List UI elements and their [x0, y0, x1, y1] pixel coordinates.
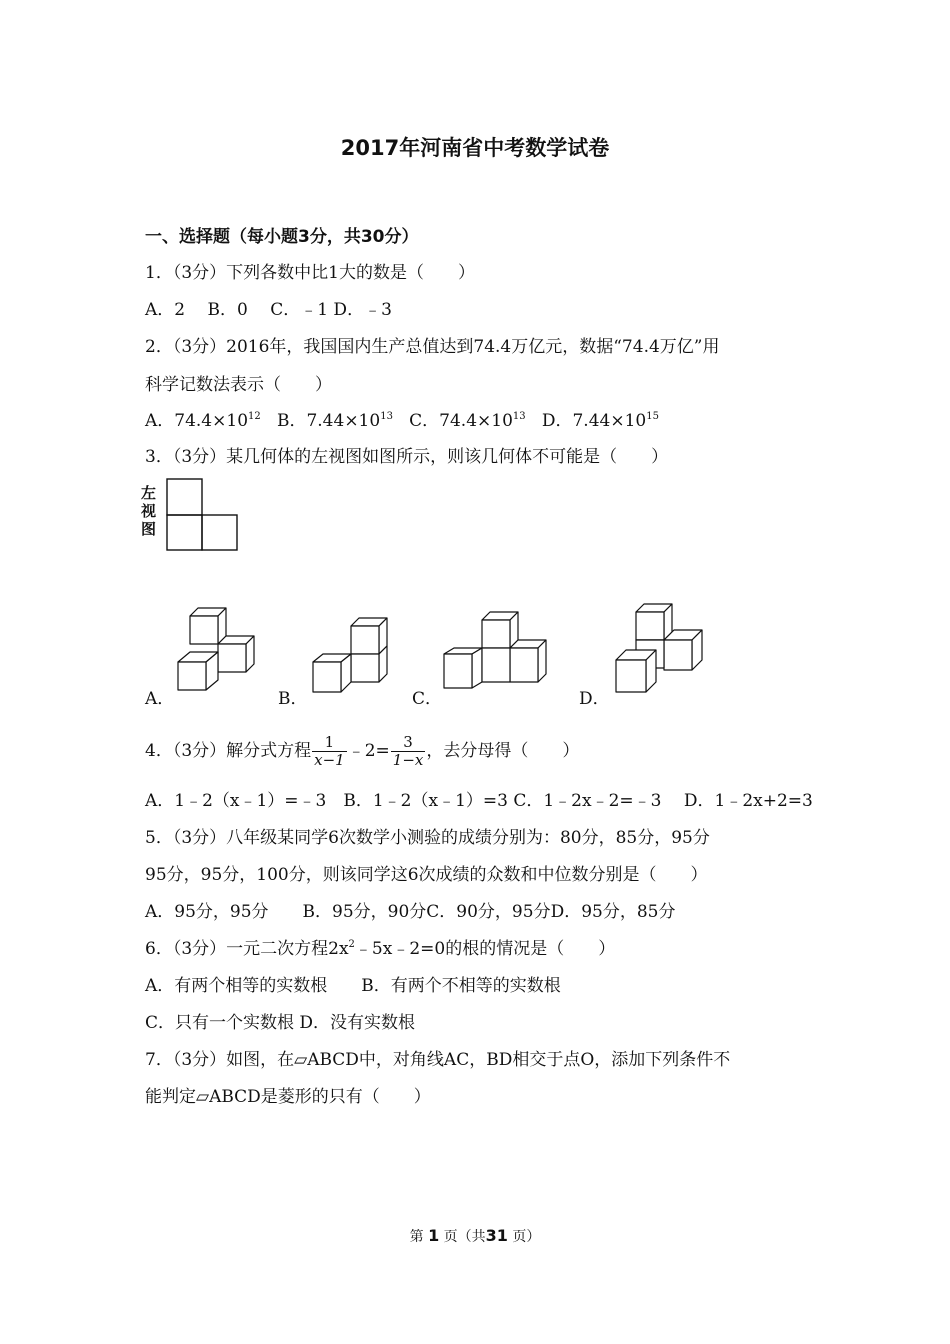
left-view-diagram [160, 476, 242, 554]
q4-prefix: 4．（3分）解分式方程 [145, 741, 312, 761]
q3-stem: 3．（3分）某几何体的左视图如图所示，则该几何体不可能是（ ） [145, 447, 669, 467]
q7-stem-line1: 7．（3分）如图，在▱ABCD中，对角线AC，BD相交于点O，添加下列条件不 [145, 1050, 731, 1070]
footer-suffix: 页） [512, 1229, 541, 1245]
q2-options [145, 410, 659, 432]
q6-options-line2: C．只有一个实数根 D．没有实数根 [145, 1013, 416, 1033]
figure-option-a [170, 600, 270, 700]
q7-stem-line2: 能判定▱ABCD是菱形的只有（ ） [145, 1087, 431, 1107]
frac2-numerator: 3 [403, 733, 413, 751]
q4-stem [145, 732, 579, 770]
q2-exp-a: 12 [248, 411, 261, 422]
frac1-denominator: x−1 [314, 751, 345, 769]
q1-stem: 1．（3分）下列各数中比1大的数是（ ） [145, 263, 475, 283]
page-footer [0, 1226, 950, 1246]
q4-options: A．1﹣2（x﹣1）=﹣3 B．1﹣2（x﹣1）=3 C．1﹣2x﹣2=﹣3 D．1﹣2x+2=3 [145, 791, 813, 811]
footer-prefix: 第 [409, 1229, 424, 1245]
q6-exponent: 2 [348, 939, 355, 950]
fraction-1 [312, 734, 347, 769]
section-heading: 一、选择题（每小题3分，共30分） [145, 227, 419, 247]
left-view-label [141, 484, 159, 538]
side-label-char: 视 [141, 502, 157, 520]
frac2-denominator: 1−x [392, 751, 424, 769]
q5-stem-line2: 95分，95分，100分，则该同学这6次成绩的众数和中位数分别是（ ） [145, 865, 708, 885]
figure-option-d [606, 598, 716, 698]
figure-option-b [305, 608, 395, 700]
q6-stem-a: 6．（3分）一元二次方程2x [145, 939, 349, 959]
page-title: 2017年河南省中考数学试卷 [340, 136, 610, 160]
side-label-char: 图 [141, 520, 157, 538]
figure-option-c [438, 604, 554, 698]
q4-suffix: ，去分母得（ ） [426, 741, 580, 761]
q2-stem-line2: 科学记数法表示（ ） [145, 375, 332, 395]
q2-stem-line1: 2．（3分）2016年，我国国内生产总值达到74.4万亿元，数据“74.4万亿”用 [145, 337, 720, 357]
q2-option-a: A．74.4×10 [145, 411, 249, 431]
q6-stem-b: ﹣5x﹣2=0的根的情况是（ ） [354, 939, 616, 959]
side-label-char: 左 [141, 484, 157, 502]
q5-stem-line1: 5．（3分）八年级某同学6次数学小测验的成绩分别为：80分，85分，95分 [145, 828, 710, 848]
q1-options: A．2 B．0 C．﹣1 D．﹣3 [145, 300, 392, 320]
q3-label-c: C． [412, 689, 443, 709]
q2-exp-d: 15 [646, 411, 659, 422]
fraction-2 [391, 734, 426, 769]
q6-stem [145, 938, 615, 960]
q2-option-d: D．7.44×10 [541, 411, 647, 431]
q2-option-c: C．74.4×10 [409, 411, 513, 431]
q2-option-b: B．7.44×10 [276, 411, 381, 431]
q3-label-b: B． [278, 689, 308, 709]
footer-page-number: 1 [428, 1226, 440, 1245]
q3-label-d: D． [579, 689, 610, 709]
q5-options: A．95分，95分 B．95分，90分C．90分，95分D．95分，85分 [145, 902, 676, 922]
footer-middle: 页（共 [443, 1229, 486, 1245]
q2-exp-c: 13 [512, 411, 526, 422]
q6-options-line1: A．有两个相等的实数根 B．有两个不相等的实数根 [145, 976, 561, 996]
q3-label-a: A． [145, 689, 175, 709]
frac1-numerator: 1 [324, 733, 335, 751]
q2-exp-b: 13 [380, 411, 393, 422]
footer-total-pages: 31 [485, 1226, 508, 1245]
q4-middle: ﹣2= [347, 741, 390, 761]
